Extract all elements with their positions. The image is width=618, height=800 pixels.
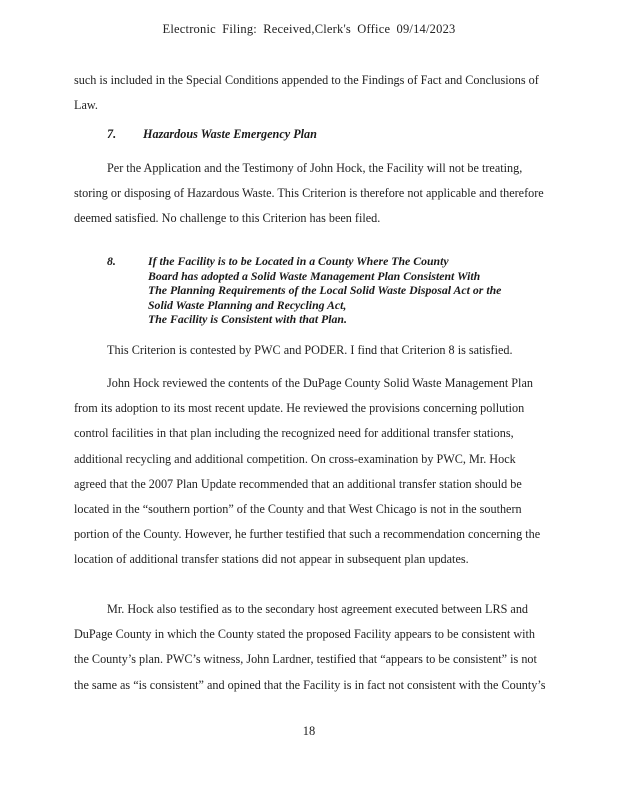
section-8-title-line: The Planning Requirements of the Local Solid Waste Disposal Act or the (148, 283, 502, 298)
section-8-title-line: The Facility is Consistent with that Plan. (148, 312, 347, 327)
section-8-title-line: Board has adopted a Solid Waste Management Plan Consistent With (148, 268, 481, 283)
continuation-text: such is included in the Special Conditions appended to the Findings of Fact and Conclusions of Law. (74, 73, 539, 113)
section-7-number: 7. (107, 127, 117, 141)
section-8-finding (74, 338, 546, 363)
filing-stamp: Electronic Filing: Received,Clerk's Office 09/14/2023 (162, 22, 456, 36)
section-8-title-line: If the Facility is to be Located in a County Where The County (148, 254, 449, 268)
section-7-paragraph (74, 156, 546, 232)
continuation-paragraph (74, 68, 546, 118)
page-number: 18 (302, 724, 316, 738)
section-8-title (148, 254, 548, 327)
section-8-host-agreement-text: Mr. Hock also testified as to the secondary host agreement executed between LRS and DuPage County in which the County stated the proposed Facility appears to be consistent with the County’s plan. PWC’s witness, John Lardner, testified that “appears to be consistent” is not the same as “is consistent” and opined that the Facility is in fact not consistent with the County’s (74, 602, 546, 692)
section-8-number: 8. (107, 254, 116, 268)
section-7-title: Hazardous Waste Emergency Plan (143, 127, 317, 141)
section-7-heading (107, 127, 317, 142)
section-8-testimony-text: John Hock reviewed the contents of the DuPage County Solid Waste Management Plan from its adoption to its most recent update. He reviewed the provisions concerning pollution control facilities in that plan including the recognized need for additional transfer stations, additional recycling and additional competition. On cross-examination by PWC, Mr. Hock agreed that the 2007 Plan Update recommended that an additional transfer station should be located in the “southern portion” of the County and that West Chicago is not in the southern portion of the County. However, he further testified that such a recommendation concerning the location of additional transfer stations did not appear in subsequent plan updates. (74, 376, 541, 567)
section-8-testimony (74, 371, 546, 573)
section-8-title-line: Solid Waste Planning and Recycling Act, (148, 297, 347, 312)
section-8-host-agreement (74, 597, 546, 698)
section-7-text: Per the Application and the Testimony of John Hock, the Facility will not be treating, storing or disposing of Hazardous Waste. This Criterion is therefore not applicable and therefore deemed satisfied. No challenge to this Criterion has been filed. (74, 161, 544, 226)
section-8-finding-text: This Criterion is contested by PWC and PODER. I find that Criterion 8 is satisfied. (107, 343, 513, 357)
